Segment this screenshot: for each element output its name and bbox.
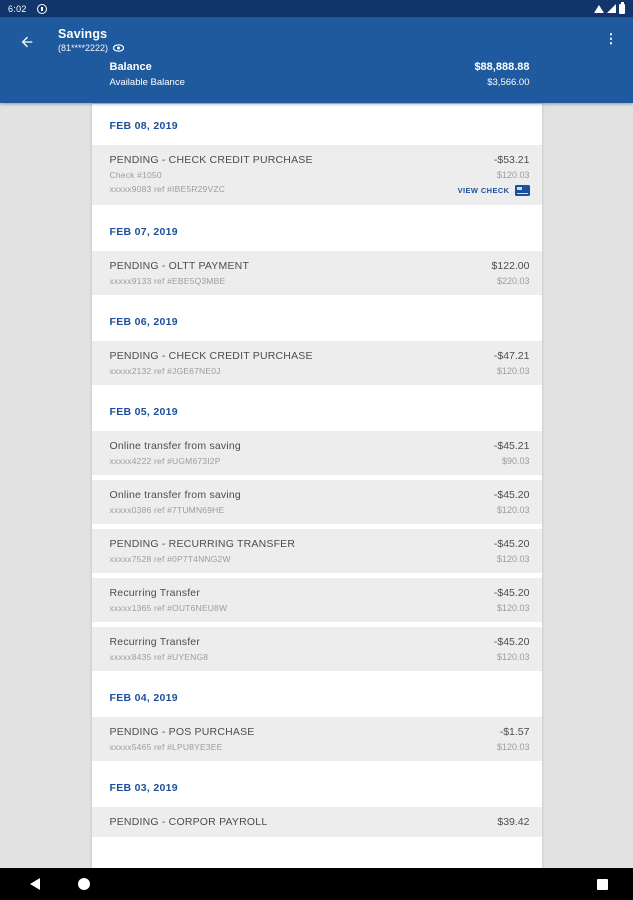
date-header — [92, 210, 542, 251]
running-balance: $220.03 — [496, 276, 530, 286]
transaction-row[interactable] — [92, 341, 542, 385]
transaction-title: PENDING - CHECK CREDIT PURCHASE — [109, 350, 313, 362]
transaction-section — [92, 390, 542, 671]
account-subtitle-row — [58, 43, 124, 53]
transaction-row[interactable] — [92, 529, 542, 573]
date-header-label: FEB 08, 2019 — [109, 120, 178, 132]
transaction-amount: -$1.57 — [499, 726, 530, 738]
check-image-icon — [515, 185, 530, 196]
transaction-amounts — [494, 489, 530, 515]
transaction-row[interactable] — [92, 807, 542, 837]
transaction-title: PENDING - OLTT PAYMENT — [109, 260, 250, 272]
available-balance-label: Available Balance — [109, 77, 185, 88]
balance-labels — [110, 61, 185, 88]
transaction-title: Recurring Transfer — [109, 636, 201, 648]
transaction-section — [92, 766, 542, 837]
transaction-section — [92, 300, 542, 385]
running-balance: $90.03 — [501, 456, 530, 466]
transaction-details — [110, 440, 241, 466]
date-header-label: FEB 06, 2019 — [109, 316, 178, 328]
transaction-amount: $122.00 — [491, 260, 530, 272]
date-header-label: FEB 05, 2019 — [109, 406, 178, 418]
transaction-section — [92, 676, 542, 761]
view-check-label: VIEW CHECK — [457, 186, 510, 195]
transaction-subtext: xxxxx7528 ref #0P7T4NNG2W — [109, 554, 231, 564]
running-balance: $120.03 — [496, 366, 530, 376]
transaction-details — [110, 538, 296, 564]
status-icons — [594, 4, 625, 14]
transaction-amount: $39.42 — [497, 816, 530, 828]
status-bar — [0, 0, 633, 17]
transaction-title: PENDING - CORPOR PAYROLL — [109, 816, 268, 828]
transaction-details — [110, 636, 209, 662]
transaction-amount: -$45.20 — [493, 636, 530, 648]
transaction-row[interactable] — [92, 578, 542, 622]
signal-icon — [607, 4, 616, 13]
transaction-title: PENDING - POS PURCHASE — [109, 726, 255, 738]
transaction-amount: -$45.20 — [493, 489, 530, 501]
date-header-label: FEB 07, 2019 — [109, 226, 178, 238]
transaction-amount: -$45.20 — [493, 587, 530, 599]
running-balance: $120.03 — [496, 554, 530, 564]
date-header — [92, 676, 542, 717]
transaction-details — [110, 350, 313, 376]
date-header — [92, 300, 542, 341]
transaction-title: PENDING - RECURRING TRANSFER — [109, 538, 296, 550]
back-arrow-icon — [19, 34, 35, 50]
transaction-row[interactable] — [92, 627, 542, 671]
available-balance-value: $3,566.00 — [487, 77, 530, 88]
transaction-details — [110, 489, 241, 515]
transaction-subtext: xxxxx1365 ref #OUT6NEU8W — [109, 603, 228, 613]
transaction-amounts — [492, 260, 530, 286]
transaction-subtext: xxxxx5465 ref #LPU8YE3EE — [109, 742, 223, 752]
transaction-amounts — [494, 587, 530, 613]
transaction-row[interactable] — [92, 145, 542, 205]
transaction-amount: -$45.21 — [493, 440, 530, 452]
transaction-amounts — [494, 440, 530, 466]
date-header — [92, 766, 542, 807]
transaction-details — [110, 154, 313, 196]
transaction-amounts — [494, 636, 530, 662]
transaction-details — [110, 726, 255, 752]
transaction-details — [110, 816, 268, 828]
transaction-title: PENDING - CHECK CREDIT PURCHASE — [109, 154, 313, 166]
balance-values — [474, 61, 529, 88]
overflow-menu-button[interactable]: ⋮ — [604, 31, 618, 46]
android-nav-bar — [0, 868, 633, 900]
transaction-subtext: xxxxx0386 ref #7TUMN69HE — [109, 505, 225, 515]
notification-icon — [37, 4, 47, 14]
transaction-details — [110, 260, 250, 286]
transaction-amounts — [494, 350, 530, 376]
balance-label: Balance — [109, 61, 152, 73]
app-bar — [0, 17, 633, 103]
date-header — [92, 390, 542, 431]
battery-icon — [619, 4, 625, 14]
date-header — [92, 104, 542, 145]
transaction-subtext: xxxxx8435 ref #UYENG8 — [109, 652, 209, 662]
transaction-subtext: Check #1050 — [109, 170, 162, 180]
date-header-label: FEB 03, 2019 — [109, 782, 178, 794]
transaction-amounts — [458, 154, 530, 196]
transaction-subtext: xxxxx9133 ref #EBE5Q3MBE — [109, 276, 226, 286]
transaction-row[interactable] — [92, 480, 542, 524]
balance-value: $88,888.88 — [474, 61, 530, 73]
transaction-section — [92, 210, 542, 295]
transaction-subtext: xxxxx9083 ref #IBE5R29VZC — [109, 184, 226, 194]
transaction-title: Online transfer from saving — [109, 440, 241, 452]
transaction-amounts — [494, 538, 530, 564]
date-header-label: FEB 04, 2019 — [109, 692, 178, 704]
balance-summary — [92, 61, 542, 88]
nav-recents-icon[interactable] — [597, 879, 608, 890]
running-balance: $120.03 — [496, 742, 530, 752]
account-number: (81****2222) — [58, 43, 109, 53]
transaction-row[interactable] — [92, 431, 542, 475]
transaction-amounts — [497, 816, 529, 828]
back-button[interactable] — [14, 29, 40, 55]
transaction-amount: -$45.20 — [493, 538, 530, 550]
running-balance: $120.03 — [496, 603, 530, 613]
transaction-row[interactable] — [92, 251, 542, 295]
transaction-amount: -$53.21 — [493, 154, 530, 166]
transaction-title: Recurring Transfer — [109, 587, 201, 599]
transaction-subtext: xxxxx2132 ref #JGE67NE0J — [109, 366, 221, 376]
transaction-list[interactable] — [92, 104, 542, 868]
transaction-amount: -$47.21 — [493, 350, 530, 362]
account-title-block — [58, 27, 124, 53]
transaction-section — [92, 104, 542, 205]
nav-home-icon[interactable] — [78, 878, 90, 890]
transaction-subtext: xxxxx4222 ref #UGM673I2P — [109, 456, 221, 466]
status-time: 6:02 — [8, 3, 27, 14]
eye-icon[interactable] — [113, 44, 124, 52]
transaction-amounts — [497, 726, 530, 752]
running-balance: $120.03 — [496, 170, 530, 180]
app-bar-top — [0, 17, 633, 55]
wifi-icon — [594, 5, 604, 13]
transaction-row[interactable] — [92, 717, 542, 761]
page-title: Savings — [58, 27, 108, 41]
nav-back-icon[interactable] — [30, 878, 40, 890]
transaction-details — [110, 587, 228, 613]
running-balance: $120.03 — [496, 505, 530, 515]
transaction-title: Online transfer from saving — [109, 489, 241, 501]
view-check-button[interactable] — [458, 185, 530, 196]
running-balance: $120.03 — [496, 652, 530, 662]
